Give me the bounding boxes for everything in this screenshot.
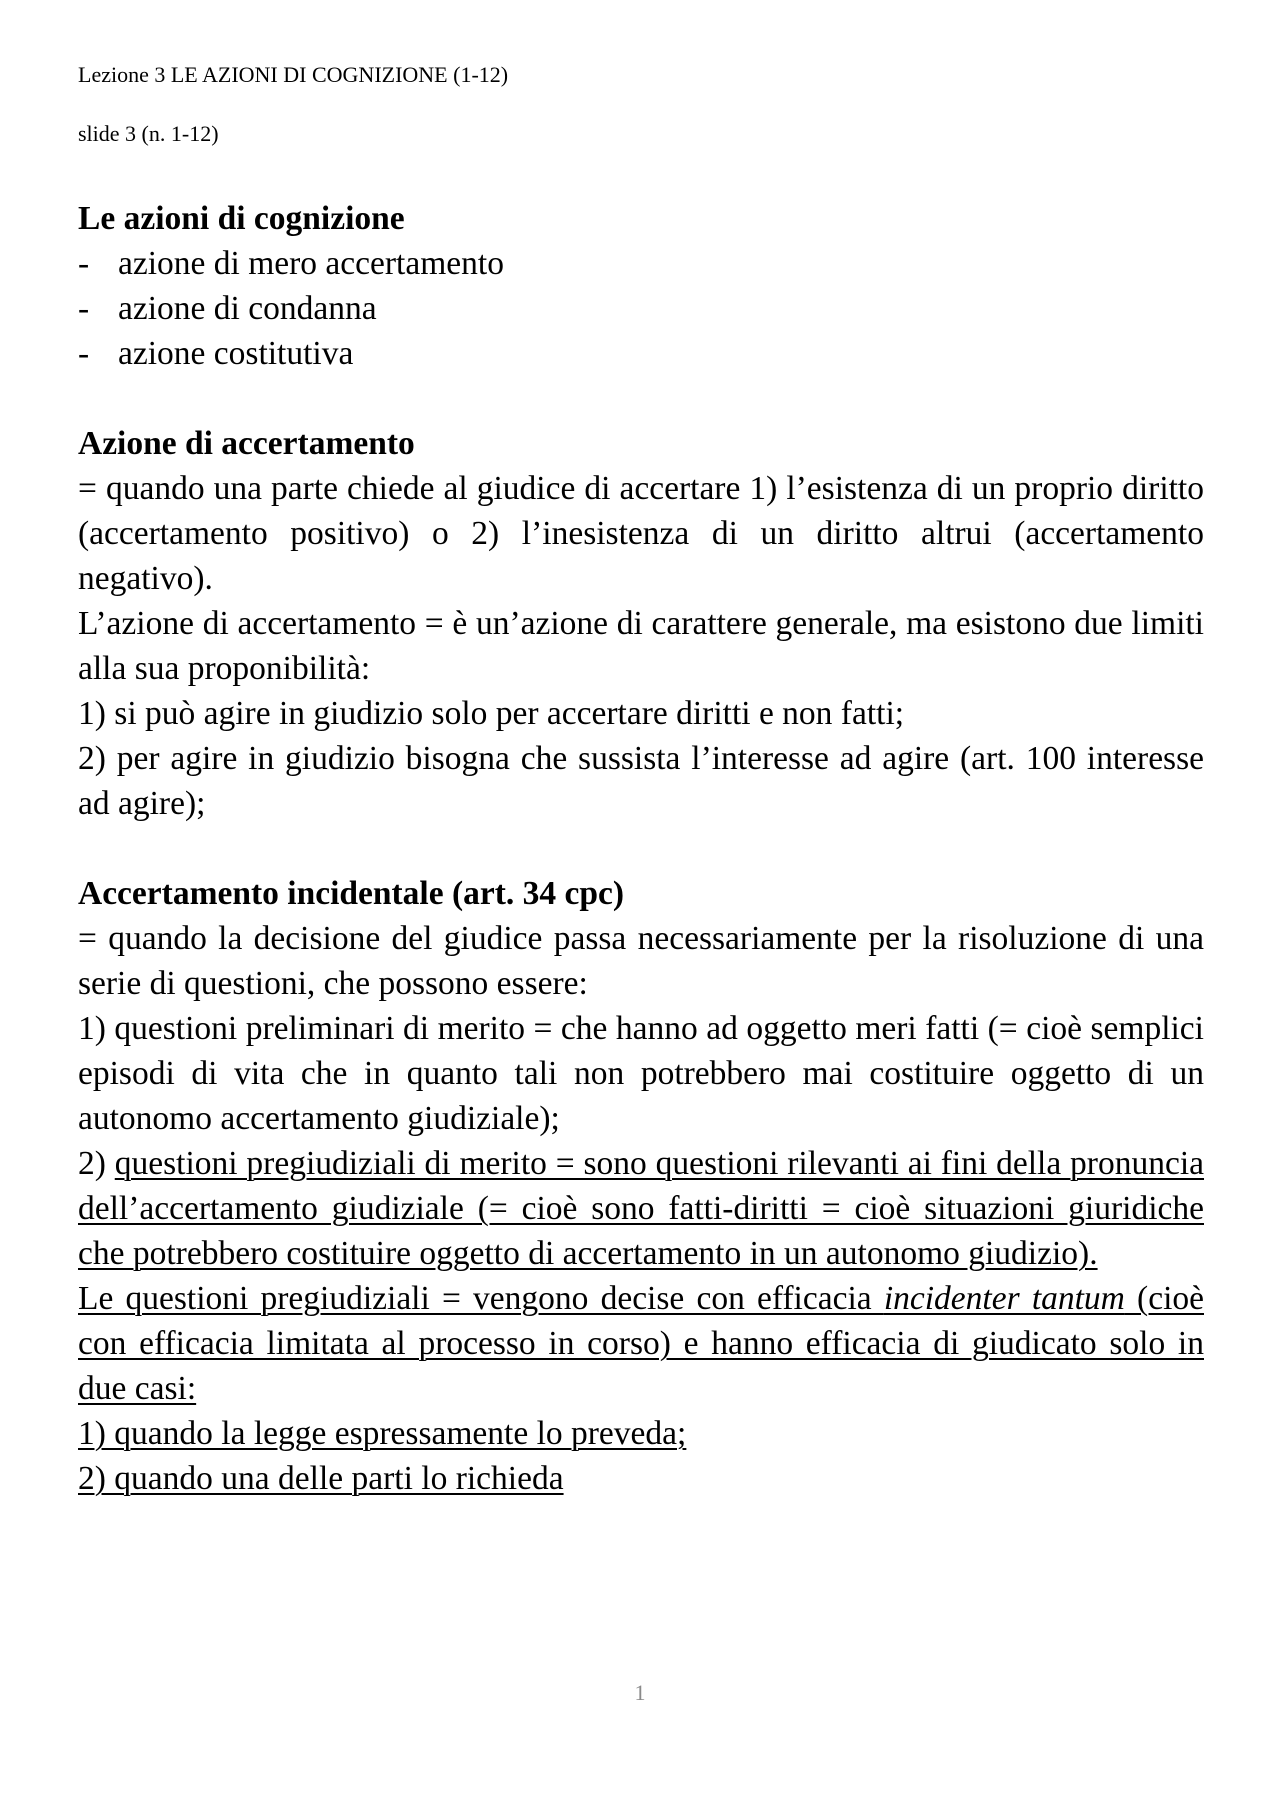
list-item-text: azione di mero accertamento <box>118 245 504 282</box>
paragraph: 2) per agire in giudizio bisogna che sussista l’interesse ad agire (art. 100 interesse ad agire); <box>78 740 1204 822</box>
underlined-text: 1) quando la legge espressamente lo preveda; <box>78 1415 687 1452</box>
underlined-text: questioni pregiudiziali di merito = sono questioni rilevanti ai fini della pronuncia dell’accertamento giudiziale (= cioè sono fatti-diritti = cioè situazioni giuridiche che potrebbero costituire oggetto di accertamento in un autonomo giudizio). <box>78 1145 1205 1272</box>
paragraph: L’azione di accertamento = è un’azione di carattere generale, ma esistono due limiti alla sua proponibilità: <box>78 605 1204 687</box>
list-bullet: - <box>78 290 90 327</box>
slide-reference: slide 3 (n. 1-12) <box>78 121 219 146</box>
list-item <box>78 331 1204 376</box>
list-bullet: - <box>78 335 90 372</box>
paragraph-prefix: 2) <box>78 1145 115 1182</box>
paragraph <box>78 1411 1204 1456</box>
paragraph: = quando una parte chiede al giudice di accertare 1) l’esistenza di un proprio diritto (accertamento positivo) o 2) l’inesistenza di un diritto altrui (accertamento negativo). <box>78 470 1204 597</box>
paragraph <box>78 1141 1204 1276</box>
section-title-accertamento: Azione di accertamento <box>78 425 415 462</box>
underlined-text: 2) quando una delle parti lo richieda <box>78 1460 564 1497</box>
italic-text: incidenter tantum <box>883 1280 1125 1317</box>
list-item <box>78 286 1204 331</box>
list-item <box>78 241 1204 286</box>
page-number: 1 <box>634 1680 646 1705</box>
spacer <box>78 826 1204 871</box>
paragraph: = quando la decisione del giudice passa necessariamente per la risoluzione di una serie di questioni, che possono essere: <box>78 920 1204 1002</box>
spacer <box>78 376 1204 421</box>
paragraph: 1) si può agire in giudizio solo per accertare diritti e non fatti; <box>78 695 905 732</box>
list-item-text: azione di condanna <box>118 290 377 327</box>
paragraph-text: (cioè con efficacia limitata al processo in corso) e hanno efficacia di giudicato solo in due casi: <box>78 1280 1204 1407</box>
paragraph-text: Le questioni pregiudiziali = vengono decise con efficacia <box>78 1280 884 1317</box>
lesson-header: Lezione 3 LE AZIONI DI COGNIZIONE (1-12) <box>78 62 509 87</box>
document-body <box>78 196 1204 1501</box>
list-item-text: azione costitutiva <box>118 335 354 372</box>
paragraph: 1) questioni preliminari di merito = che hanno ad oggetto meri fatti (= cioè semplici episodi di vita che in quanto tali non potrebbero mai costituire oggetto di un autonomo accertamento giudiziale); <box>78 1010 1204 1137</box>
section-title-azioni: Le azioni di cognizione <box>78 200 405 237</box>
paragraph <box>78 1276 1204 1411</box>
section-title-incidentale: Accertamento incidentale (art. 34 cpc) <box>78 875 625 912</box>
paragraph <box>78 1456 1204 1501</box>
list-bullet: - <box>78 245 90 282</box>
